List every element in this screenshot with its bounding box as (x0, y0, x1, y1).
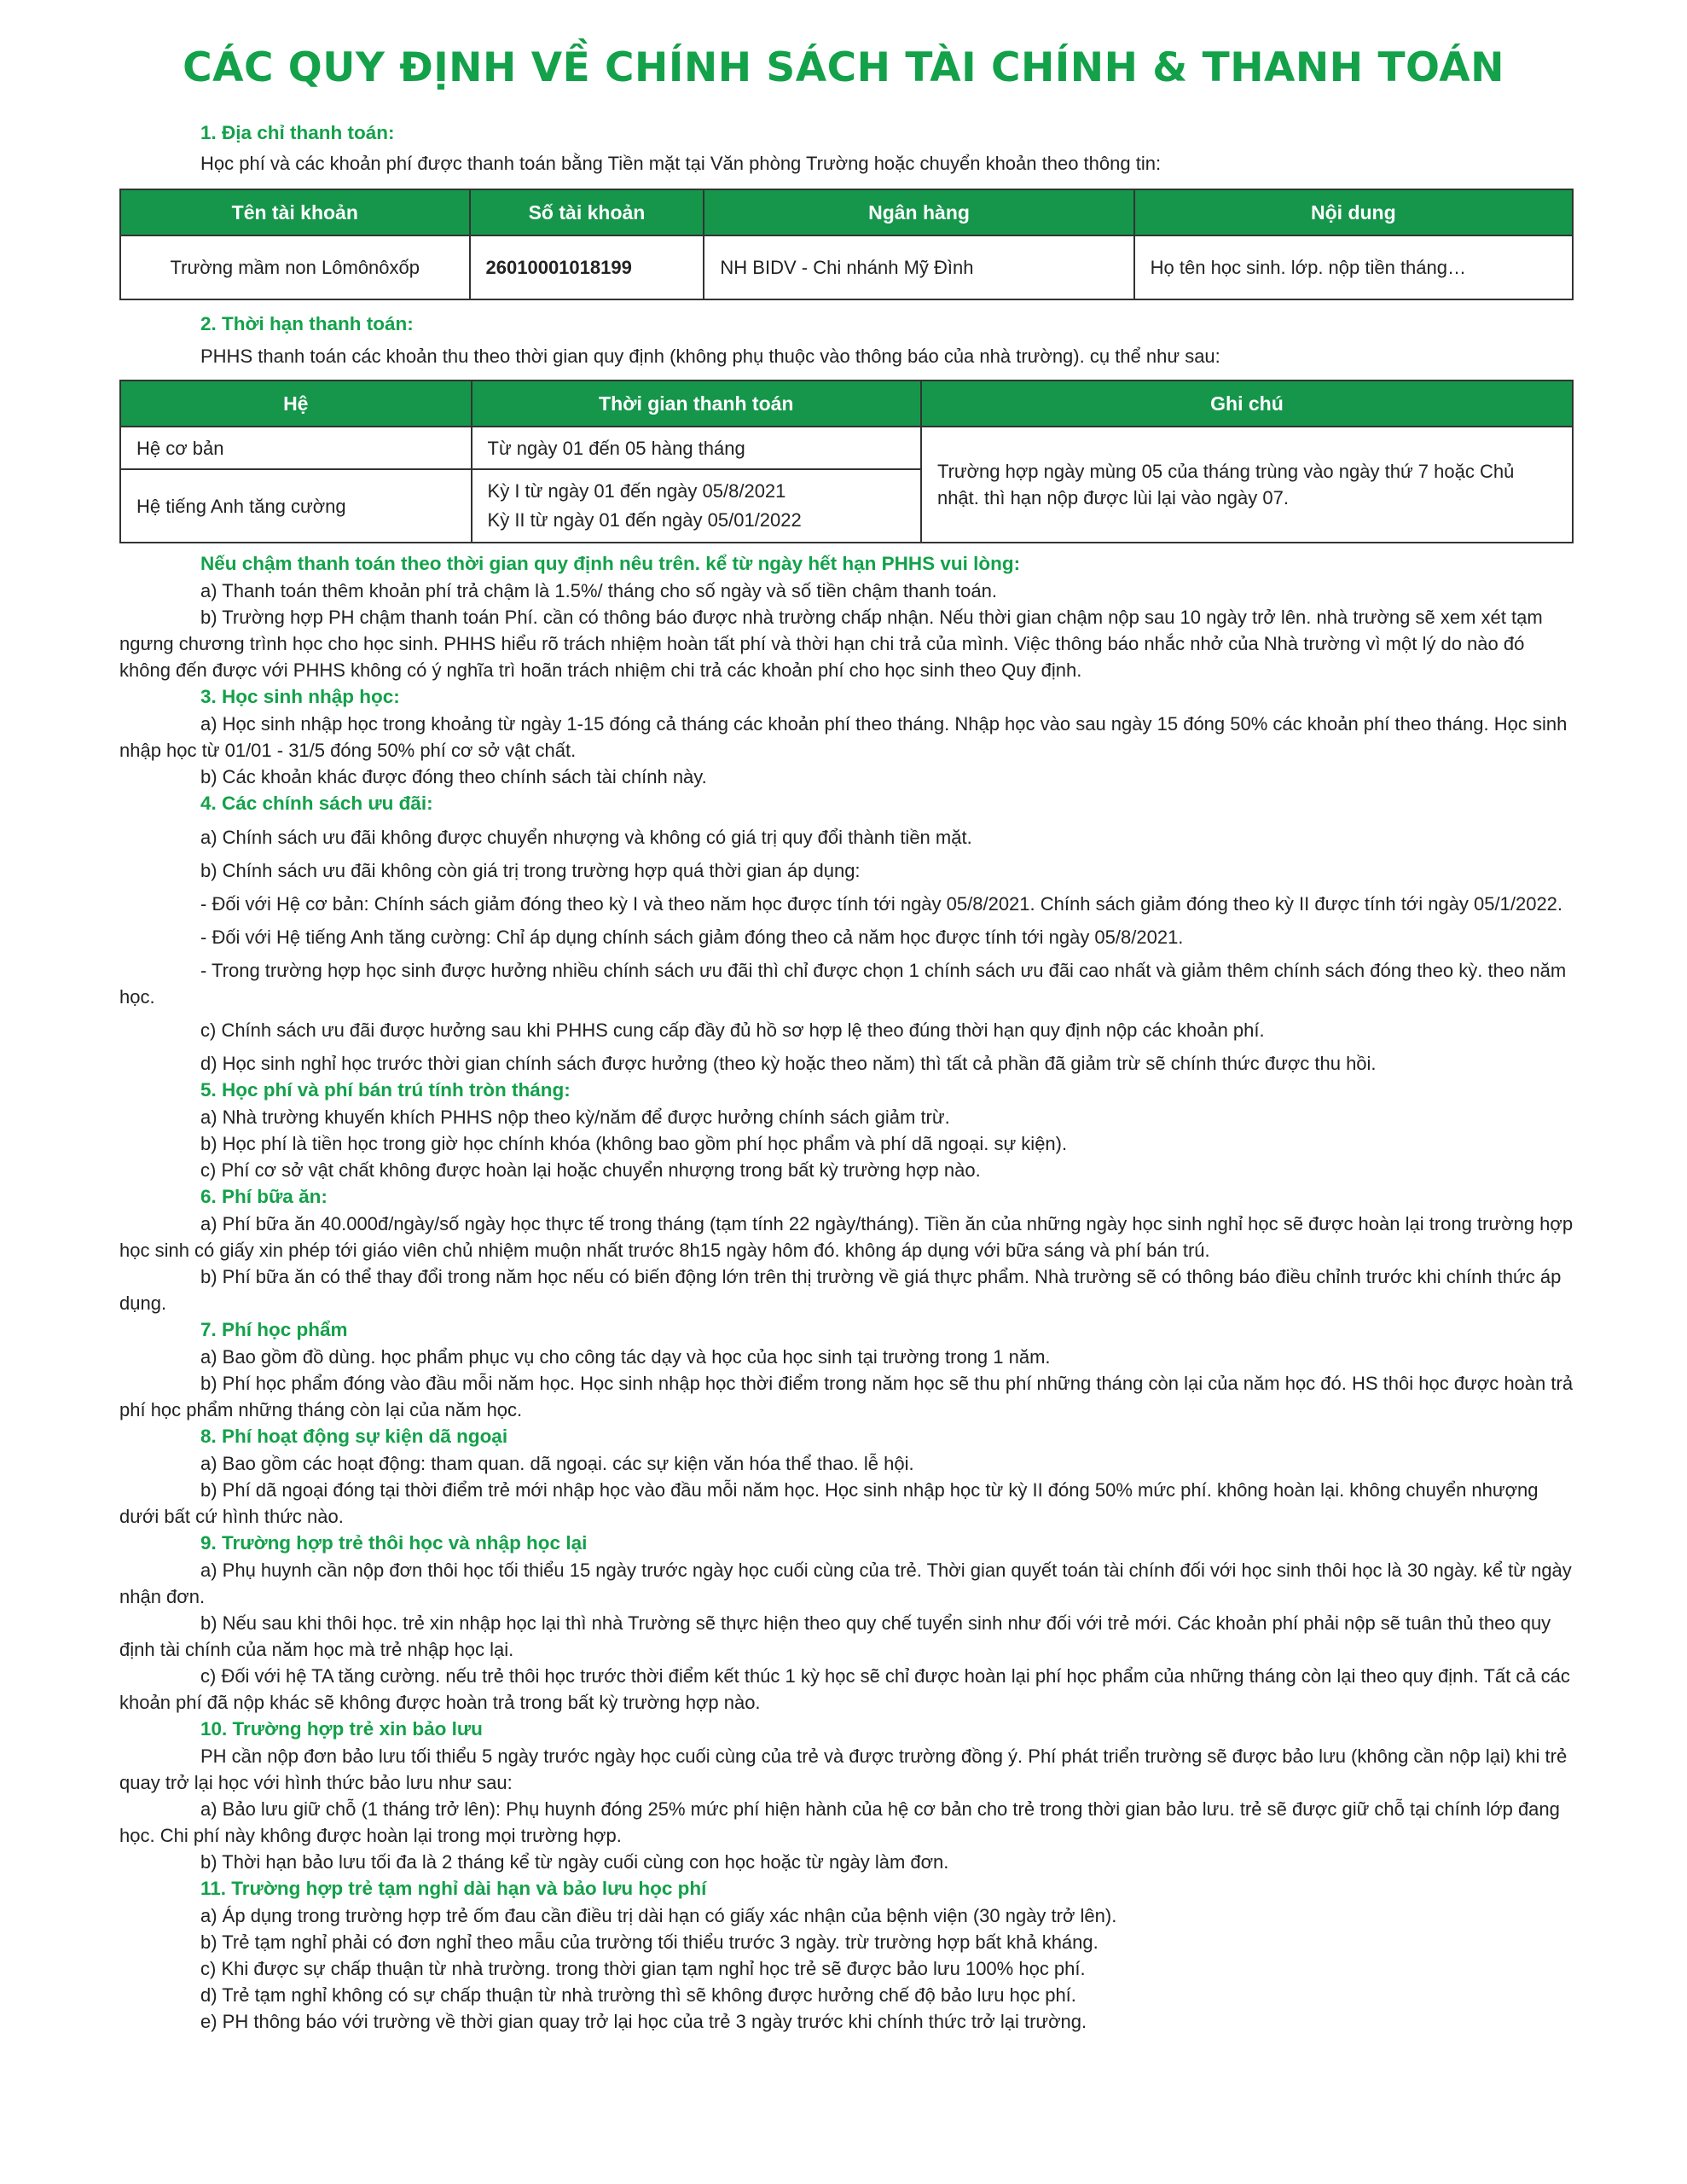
table-header-cell: Thời gian thanh toán (472, 380, 921, 427)
section-heading: 11. Trường hợp trẻ tạm nghỉ dài hạn và bảo lưu học phí (200, 1878, 707, 1899)
document-body (119, 119, 1574, 2035)
paragraph: c) Chính sách ưu đãi được hưởng sau khi PHHS cung cấp đầy đủ hồ sơ hợp lệ theo đúng thời hạn quy định nộp các khoản phí. (200, 1019, 1265, 1041)
program-cell: Hệ cơ bản (120, 427, 472, 469)
paragraph: PHHS thanh toán các khoản thu theo thời gian quy định (không phụ thuộc vào thông báo của nhà trường). cụ thể như sau: (200, 346, 1220, 367)
late-payment-heading: Nếu chậm thanh toán theo thời gian quy định nêu trên. kể từ ngày hết hạn PHHS vui lòng: (200, 553, 1021, 574)
time-cell (472, 469, 921, 543)
section-heading: 4. Các chính sách ưu đãi: (200, 793, 433, 814)
paragraph: b) Phí học phẩm đóng vào đầu mỗi năm học. Học sinh nhập học thời điểm trong năm học sẽ thu phí những tháng còn lại của năm học đó. HS thôi học được hoàn trả phí học phẩm những tháng còn lại của năm học. (119, 1373, 1574, 1420)
account-number-cell: 26010001018199 (470, 235, 704, 299)
table-header-cell: Ngân hàng (704, 189, 1133, 235)
paragraph: b) Nếu sau khi thôi học. trẻ xin nhập học lại thì nhà Trường sẽ thực hiện theo quy chế tuyển sinh như đối với trẻ mới. Các khoản phí phải nộp sẽ tuân thủ theo quy định tài chính của năm học mà trẻ nhập học lại. (119, 1612, 1551, 1660)
paragraph: d) Học sinh nghỉ học trước thời gian chính sách được hưởng (theo kỳ hoặc theo năm) thì tất cả phần đã giảm trừ sẽ chính thức được thu hồi. (200, 1053, 1377, 1074)
paragraph: - Trong trường hợp học sinh được hưởng nhiều chính sách ưu đãi thì chỉ được chọn 1 chính sách ưu đãi cao nhất và giảm thêm chính sách đóng theo kỳ. theo năm học. (119, 960, 1567, 1008)
account-name-cell: Trường mầm non Lômônôxốp (120, 235, 470, 299)
table-row (120, 235, 1573, 299)
paragraph: PH cần nộp đơn bảo lưu tối thiểu 5 ngày trước ngày học cuối cùng của trẻ và được trường đồng ý. Phí phát triển trường sẽ được bảo lưu (không cần nộp lại) khi trẻ quay trở lại học với hình thức bảo lưu như sau: (119, 1745, 1568, 1793)
section-heading: 2. Thời hạn thanh toán: (200, 313, 414, 334)
page-title: CÁC QUY ĐỊNH VỀ CHÍNH SÁCH TÀI CHÍNH & THANH TOÁN (183, 44, 1504, 91)
paragraph: c) Khi được sự chấp thuận từ nhà trường. trong thời gian tạm nghỉ học trẻ sẽ được bảo lưu 100% học phí. (200, 1958, 1086, 1979)
table-header-cell: Số tài khoản (470, 189, 704, 235)
paragraph: a) Chính sách ưu đãi không được chuyển nhượng và không có giá trị quy đổi thành tiền mặt. (200, 827, 972, 848)
paragraph: b) Phí dã ngoại đóng tại thời điểm trẻ mới nhập học vào đầu mỗi năm học. Học sinh nhập học từ kỳ II đóng 50% mức phí. không hoàn lại. không chuyển nhượng dưới bất cứ hình thức nào. (119, 1479, 1539, 1527)
paragraph: b) Trường hợp PH chậm thanh toán Phí. cần có thông báo được nhà trường chấp nhận. Nếu thời gian chậm nộp sau 10 ngày trở lên. nhà trường sẽ xem xét tạm ngưng chương trình học cho học sinh. PHHS hiểu rõ trách nhiệm hoàn tất phí và thời hạn chi trả của mình. Việc thông báo nhắc nhở của Nhà trường vì một lý do nào đó không đến được với PHHS không có ý nghĩa trì hoãn trách nhiệm chi trả các khoản phí cho học sinh theo Quy định. (119, 607, 1543, 681)
table-header-cell: Tên tài khoản (120, 189, 470, 235)
paragraph: a) Bao gồm các hoạt động: tham quan. dã ngoại. các sự kiện văn hóa thể thao. lễ hội. (200, 1453, 914, 1474)
time-line: Kỳ I từ ngày 01 đến ngày 05/8/2021 (487, 480, 786, 502)
section-heading: 5. Học phí và phí bán trú tính tròn tháng: (200, 1079, 571, 1101)
paragraph: a) Bao gồm đồ dùng. học phẩm phục vụ cho công tác dạy và học của học sinh tại trường trong 1 năm. (200, 1346, 1051, 1368)
paragraph: b) Học phí là tiền học trong giờ học chính khóa (không bao gồm phí học phẩm và phí dã ngoại. sự kiện). (200, 1133, 1068, 1154)
table-header-cell: Nội dung (1134, 189, 1573, 235)
content-cell: Họ tên học sinh. lớp. nộp tiền tháng… (1134, 235, 1573, 299)
section-heading: 9. Trường hợp trẻ thôi học và nhập học lại (200, 1532, 588, 1554)
table-row (120, 427, 1573, 469)
time-cell: Từ ngày 01 đến 05 hàng tháng (472, 427, 921, 469)
section-heading: 7. Phí học phẩm (200, 1319, 348, 1340)
paragraph: a) Thanh toán thêm khoản phí trả chậm là 1.5%/ tháng cho số ngày và số tiền chậm thanh toán. (200, 580, 997, 601)
table-header-cell: Hệ (120, 380, 472, 427)
table-header-row (120, 380, 1573, 427)
paragraph: Học phí và các khoản phí được thanh toán bằng Tiền mặt tại Văn phòng Trường hoặc chuyển khoản theo thông tin: (200, 153, 1162, 174)
section-heading: 10. Trường hợp trẻ xin bảo lưu (200, 1718, 483, 1740)
section-heading: 1. Địa chỉ thanh toán: (200, 122, 395, 143)
payment-account-table (119, 189, 1574, 300)
table-header-cell: Ghi chú (921, 380, 1573, 427)
paragraph: a) Áp dụng trong trường hợp trẻ ốm đau cần điều trị dài hạn có giấy xác nhận của bệnh viện (30 ngày trở lên). (200, 1905, 1117, 1926)
paragraph: - Đối với Hệ cơ bản: Chính sách giảm đóng theo kỳ I và theo năm học được tính tới ngày 05/8/2021. Chính sách giảm đóng theo kỳ II được tính tới ngày 05/1/2022. (200, 893, 1563, 915)
paragraph: b) Trẻ tạm nghỉ phải có đơn nghỉ theo mẫu của trường tối thiểu trước 3 ngày. trừ trường hợp bất khả kháng. (200, 1931, 1099, 1953)
section-heading: 6. Phí bữa ăn: (200, 1186, 328, 1207)
bank-cell: NH BIDV - Chi nhánh Mỹ Đình (704, 235, 1133, 299)
program-cell: Hệ tiếng Anh tăng cường (120, 469, 472, 543)
table-header-row (120, 189, 1573, 235)
section-heading: 3. Học sinh nhập học: (200, 686, 400, 707)
paragraph: c) Phí cơ sở vật chất không được hoàn lại hoặc chuyển nhượng trong bất kỳ trường hợp nào. (200, 1159, 981, 1181)
note-cell: Trường hợp ngày mùng 05 của tháng trùng vào ngày thứ 7 hoặc Chủ nhật. thì hạn nộp được lùi lại vào ngày 07. (921, 427, 1573, 543)
paragraph: d) Trẻ tạm nghỉ không có sự chấp thuận từ nhà trường thì sẽ không được hưởng chế độ bảo lưu học phí. (200, 1984, 1076, 2006)
paragraph: b) Phí bữa ăn có thể thay đổi trong năm học nếu có biến động lớn trên thị trường về giá thực phẩm. Nhà trường sẽ có thông báo điều chỉnh trước khi chính thức áp dụng. (119, 1266, 1562, 1314)
paragraph: b) Chính sách ưu đãi không còn giá trị trong trường hợp quá thời gian áp dụng: (200, 860, 861, 881)
paragraph: a) Học sinh nhập học trong khoảng từ ngày 1-15 đóng cả tháng các khoản phí theo tháng. Nhập học vào sau ngày 15 đóng 50% các khoản phí theo tháng. Học sinh nhập học từ 01/01 - 31/5 đóng 50% phí cơ sở vật chất. (119, 713, 1568, 761)
paragraph: b) Thời hạn bảo lưu tối đa là 2 tháng kể từ ngày cuối cùng con học hoặc từ ngày làm đơn. (200, 1851, 949, 1873)
paragraph: e) PH thông báo với trường về thời gian quay trở lại học của trẻ 3 ngày trước khi chính thức trở lại trường. (200, 2011, 1087, 2032)
paragraph: a) Bảo lưu giữ chỗ (1 tháng trở lên): Phụ huynh đóng 25% mức phí hiện hành của hệ cơ bản cho trẻ trong thời gian bảo lưu. trẻ sẽ được giữ chỗ tại chính lớp đang học. Chi phí này không được hoàn lại trong mọi trường hợp. (119, 1798, 1560, 1846)
paragraph: a) Phụ huynh cần nộp đơn thôi học tối thiểu 15 ngày trước ngày học cuối cùng của trẻ. Thời gian quyết toán tài chính đối với học sinh thôi học là 30 ngày. kể từ ngày nhận đơn. (119, 1560, 1572, 1607)
time-line: Kỳ II từ ngày 01 đến ngày 05/01/2022 (487, 509, 802, 531)
paragraph: c) Đối với hệ TA tăng cường. nếu trẻ thôi học trước thời điểm kết thúc 1 kỳ học sẽ chỉ được hoàn lại phí học phẩm của những tháng còn lại theo quy định. Tất cả các khoản phí đã nộp khác sẽ không được hoàn trả trong bất kỳ trường hợp nào. (119, 1665, 1570, 1713)
paragraph: b) Các khoản khác được đóng theo chính sách tài chính này. (200, 766, 707, 787)
paragraph: a) Phí bữa ăn 40.000đ/ngày/số ngày học thực tế trong tháng (tạm tính 22 ngày/tháng). Tiền ăn của những ngày học sinh nghỉ học sẽ được hoàn lại trong trường hợp học sinh có giấy xin phép tới giáo viên chủ nhiệm muộn nhất trước 8h15 ngày hôm đó. không áp dụng với bữa sáng và phí bán trú. (119, 1213, 1574, 1261)
section-heading: 8. Phí hoạt động sự kiện dã ngoại (200, 1426, 508, 1447)
paragraph: a) Nhà trường khuyến khích PHHS nộp theo kỳ/năm để được hưởng chính sách giảm trừ. (200, 1107, 950, 1128)
paragraph: - Đối với Hệ tiếng Anh tăng cường: Chỉ áp dụng chính sách giảm đóng theo cả năm học được tính tới ngày 05/8/2021. (200, 926, 1184, 948)
payment-deadline-table (119, 380, 1574, 543)
